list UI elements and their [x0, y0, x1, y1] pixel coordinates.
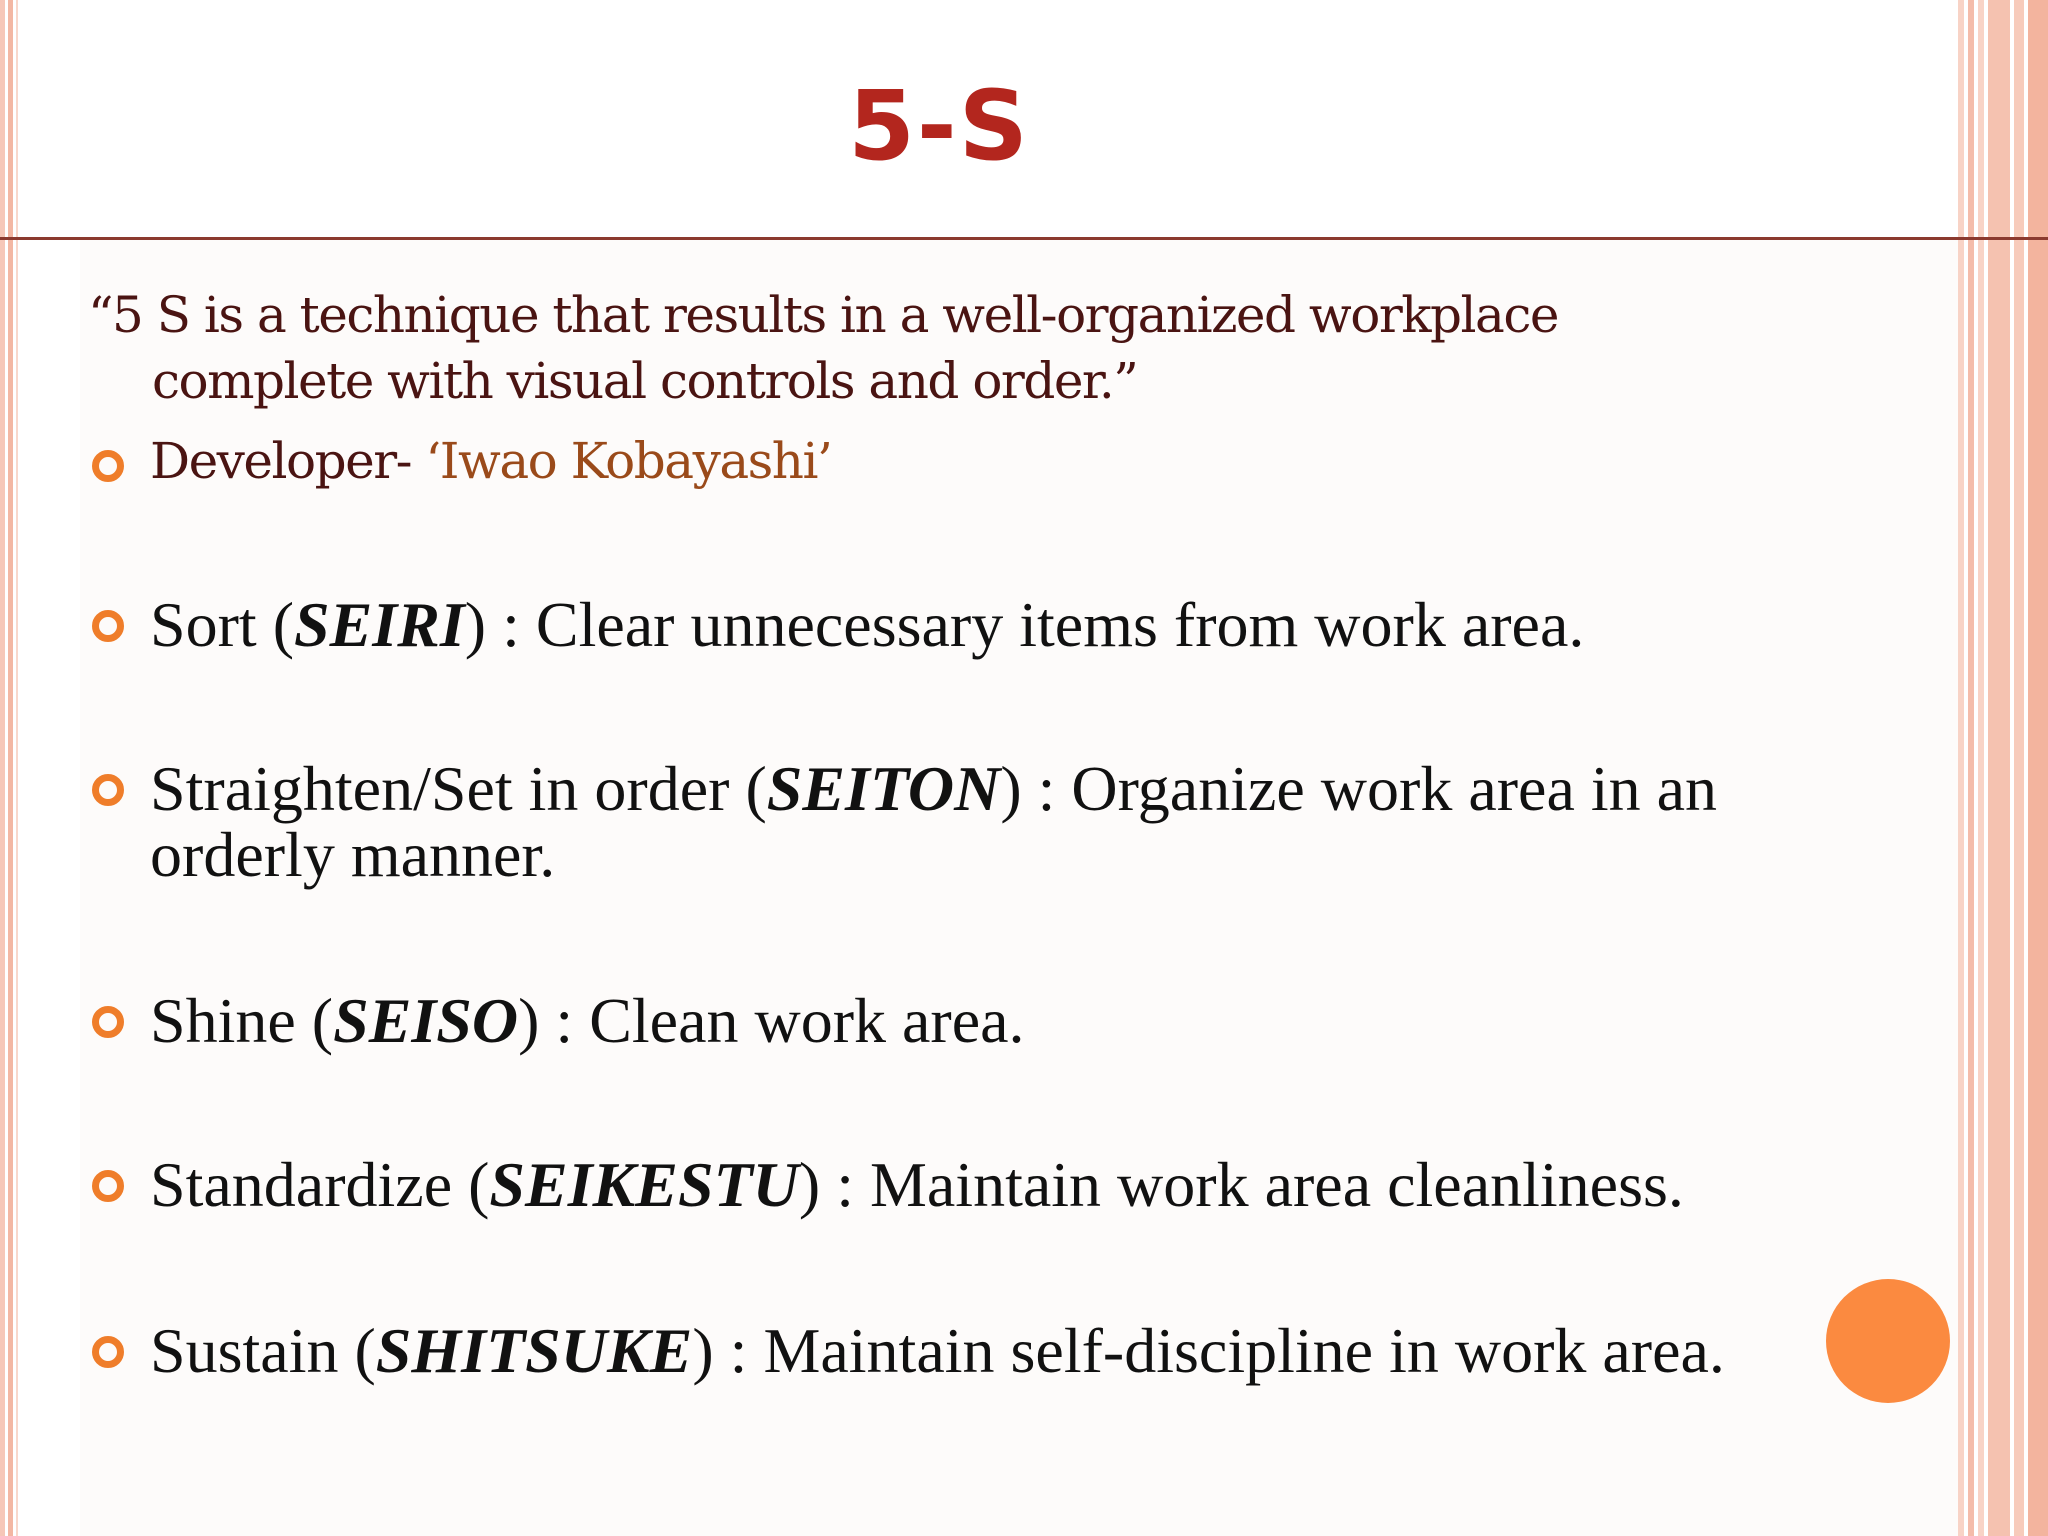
item-japanese-term: SHITSUKE [375, 1315, 693, 1386]
ring-bullet-icon [92, 1170, 124, 1202]
right-border-stripe [1978, 0, 1984, 1536]
list-item-shine: Shine (SEISO) : Clean work area. [150, 988, 1850, 1054]
ring-bullet-icon [92, 1006, 124, 1038]
item-label: Sort [150, 589, 257, 660]
item-japanese-term: SEISO [333, 985, 519, 1056]
quote-line-2: complete with visual controls and order.” [152, 352, 1138, 410]
quote-line-1: “5 S is a technique that results in a well-organized workplace [88, 286, 1558, 344]
right-border-stripe [2028, 0, 2048, 1536]
list-item-standardize: Standardize (SEIKESTU) : Maintain work area cleanliness. [150, 1152, 1850, 1218]
slide-title: 5-S [848, 70, 1030, 182]
item-description: : Organize work area in an orderly manner. [150, 753, 1718, 890]
ring-bullet-icon [92, 610, 124, 642]
item-label: Shine [150, 985, 296, 1056]
list-item-straighten: Straighten/Set in order (SEITON) : Organize work area in an orderly manner. [150, 756, 1850, 888]
definition-quote [88, 282, 1788, 414]
ring-bullet-icon [92, 450, 124, 482]
item-description: : Maintain self-discipline in work area. [729, 1315, 1725, 1386]
item-description: : Clear unnecessary items from work area. [502, 589, 1585, 660]
decorative-circle [1826, 1279, 1950, 1403]
left-border-stripe [8, 0, 13, 1536]
item-description: : Maintain work area cleanliness. [836, 1149, 1684, 1220]
right-border-stripe [1988, 0, 2010, 1536]
developer-name: ‘Iwao Kobayashi’ [425, 432, 832, 490]
item-label: Straighten/Set in order [150, 753, 730, 824]
right-border-stripe [1968, 0, 1974, 1536]
list-item-sustain: Sustain (SHITSUKE) : Maintain self-discipline in work area. [150, 1318, 1850, 1384]
item-label: Standardize [150, 1149, 453, 1220]
ring-bullet-icon [92, 1336, 124, 1368]
item-japanese-term: SEIRI [294, 589, 465, 660]
title-divider [0, 237, 2048, 240]
item-japanese-term: SEITON [766, 753, 1001, 824]
developer-label: Developer- [150, 432, 426, 490]
developer-bullet [150, 428, 1850, 494]
left-border-stripe [0, 0, 5, 1536]
right-border-stripe [1958, 0, 1964, 1536]
list-item-sort: Sort (SEIRI) : Clear unnecessary items from work area. [150, 592, 1850, 658]
item-description: : Clean work area. [555, 985, 1025, 1056]
right-border-stripe [2014, 0, 2024, 1536]
item-japanese-term: SEIKESTU [489, 1149, 799, 1220]
item-label: Sustain [150, 1315, 339, 1386]
ring-bullet-icon [92, 774, 124, 806]
